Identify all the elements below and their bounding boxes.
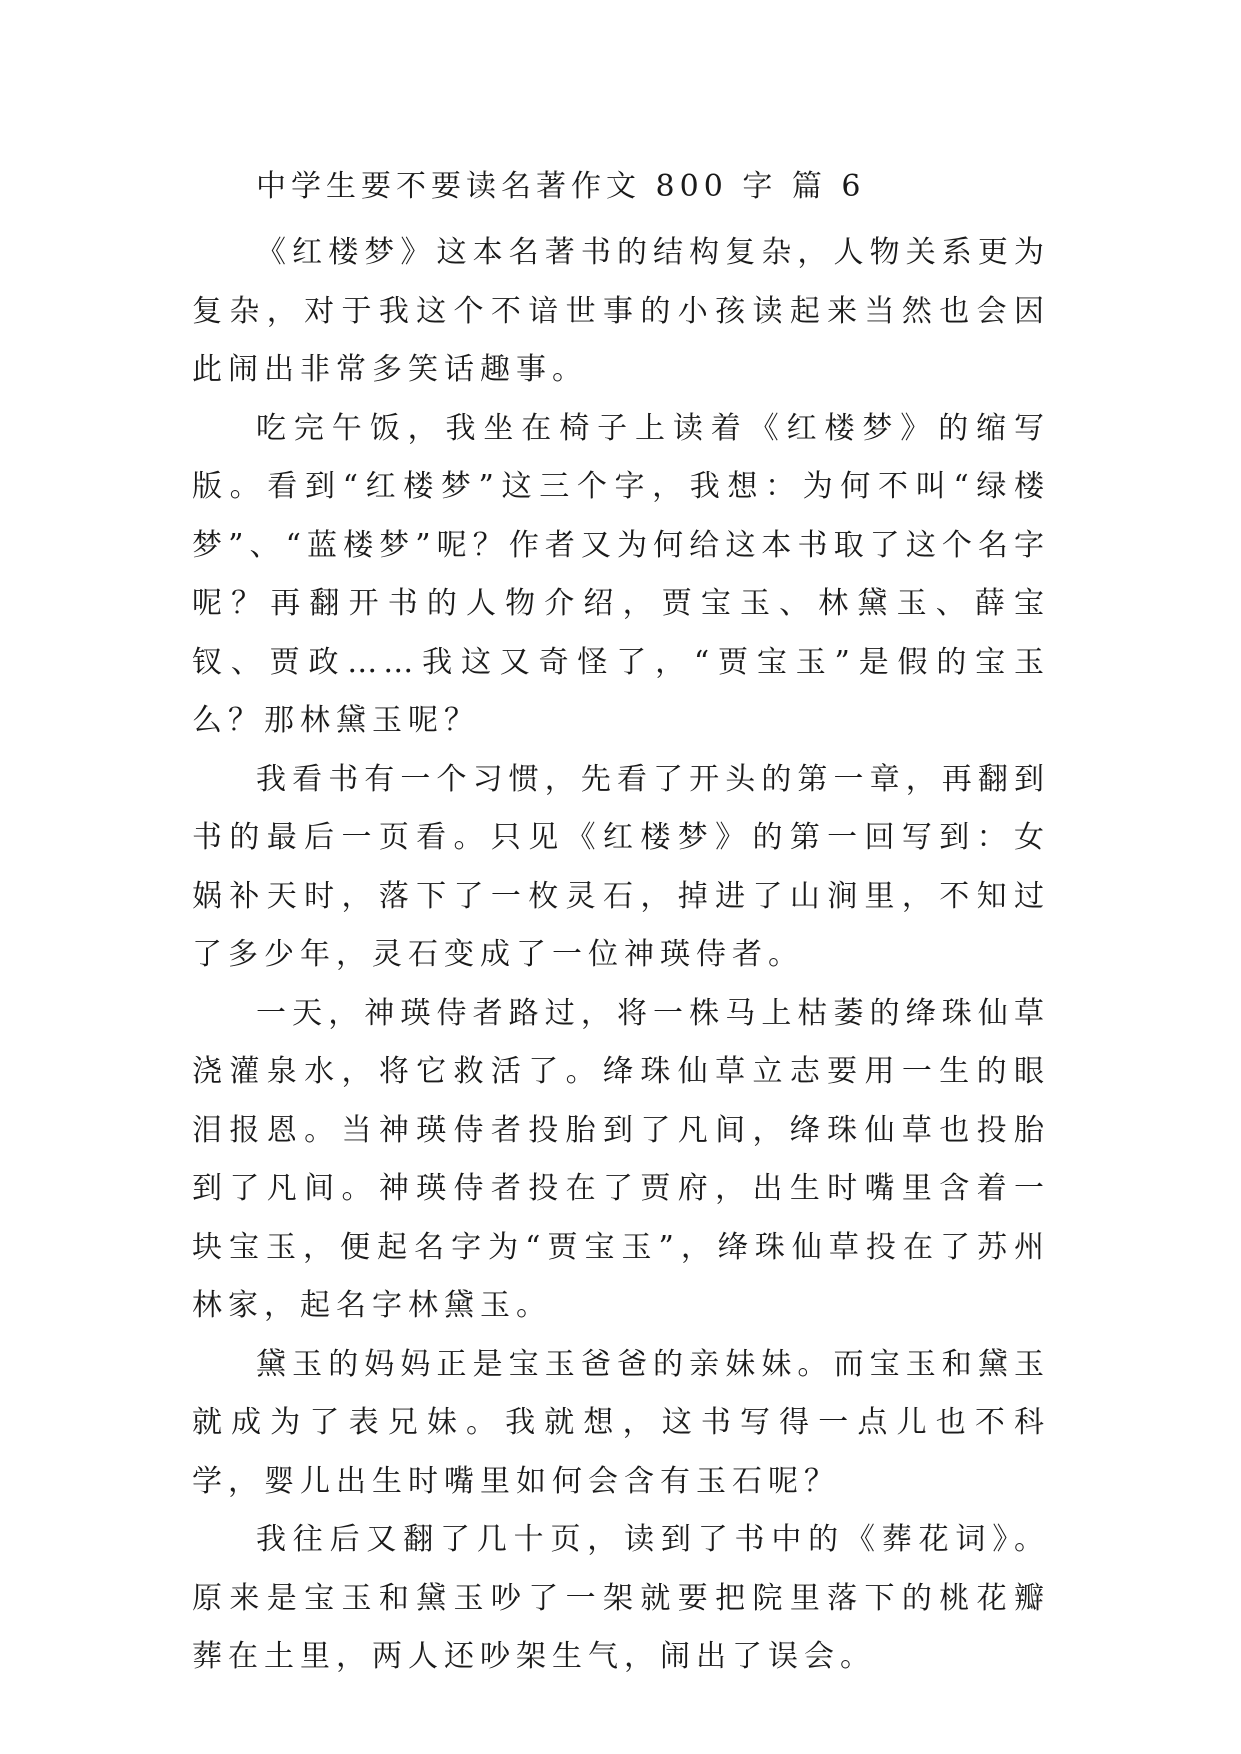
paragraph-3: 我看书有一个习惯，先看了开头的第一章，再翻到书的最后一页看。只见《红楼梦》的第一回写到：女娲补天时，落下了一枚灵石，掉进了山涧里，不知过了多少年，灵石变成了一位神瑛侍者。	[192, 761, 1050, 972]
paragraph-1: 《红楼梦》这本名著书的结构复杂，人物关系更为复杂，对于我这个不谙世事的小孩读起来当然也会因此闹出非常多笑话趣事。	[192, 235, 1050, 387]
essay-title: 中学生要不要读名著作文 800 字 篇 6	[256, 169, 866, 204]
paragraph-5: 黛玉的妈妈正是宝玉爸爸的亲妹妹。而宝玉和黛玉就成为了表兄妹。我就想，这书写得一点儿也不科学，婴儿出生时嘴里如何会含有玉石呢？	[192, 1346, 1050, 1499]
paragraph-6: 我往后又翻了几十页，读到了书中的《葬花词》。原来是宝玉和黛玉吵了一架就要把院里落下的桃花瓣葬在土里，两人还吵架生气，闹出了误会。	[192, 1522, 1050, 1674]
document-body	[192, 158, 1050, 1687]
paragraph-2: 吃完午饭，我坐在椅子上读着《红楼梦》的缩写版。看到“红楼梦”这三个字，我想：为何不叫“绿楼梦”、“蓝楼梦”呢？作者又为何给这本书取了这个名字呢？再翻开书的人物介绍，贾宝玉、林黛玉、薛宝钗、贾政……我这又奇怪了，“贾宝玉”是假的宝玉么？那林黛玉呢？	[192, 410, 1050, 738]
paragraph-4: 一天，神瑛侍者路过，将一株马上枯萎的绛珠仙草浇灌泉水，将它救活了。绛珠仙草立志要用一生的眼泪报恩。当神瑛侍者投胎到了凡间，绛珠仙草也投胎到了凡间。神瑛侍者投在了贾府，出生时嘴里含着一块宝玉，便起名字为“贾宝玉”，绛珠仙草投在了苏州林家，起名字林黛玉。	[192, 995, 1050, 1323]
